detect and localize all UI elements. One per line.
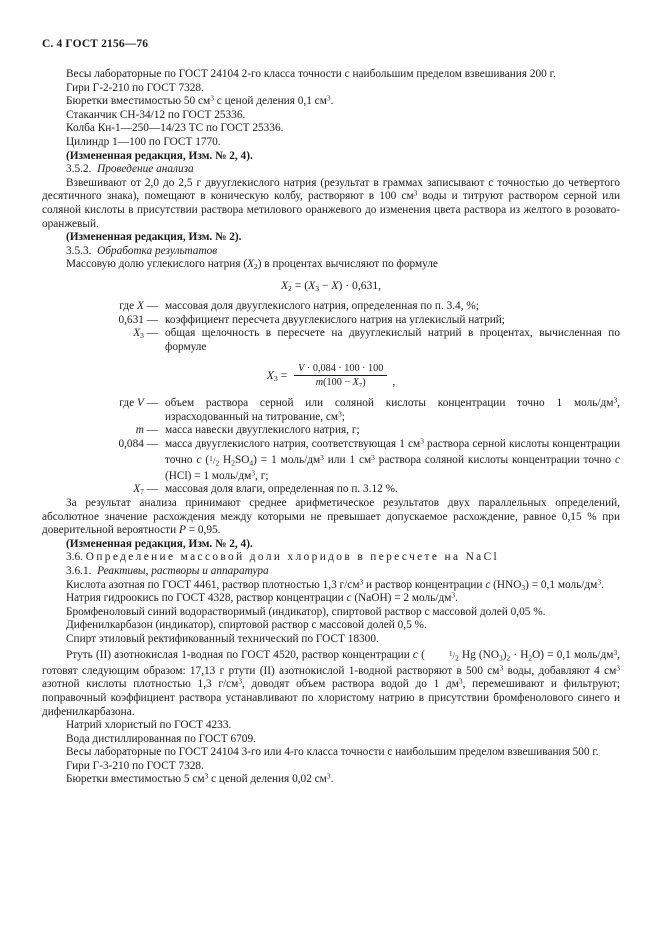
definition-symbol-dash: — [143, 313, 158, 326]
paragraph-burette-1 [42, 95, 620, 109]
mercury-sup-5: 3 [458, 676, 463, 686]
nitric-acid-d: ) = 0,1 моль/дм [525, 578, 598, 591]
formula-x2-minus: − [321, 278, 329, 292]
formula-x3-denominator-c: ) [362, 377, 366, 389]
paragraph-sodium-hydroxide [42, 592, 620, 606]
paragraph-diphenylcarbazone: Дифенилкарбазон (индикатор), спиртовой раствор с массовой долей 0,5 %. [66, 619, 427, 632]
definition-desc-sup: 3 [420, 436, 424, 446]
definition-symbol-dash: — [143, 299, 158, 312]
half-fraction-numerator: 1 [209, 453, 213, 463]
section-3-6-1-title: Реактивы, растворы и аппаратура [97, 564, 269, 577]
section-3-5-3-title: Обработка результатов [97, 244, 218, 257]
nitric-acid-c: (HNO [490, 578, 522, 591]
mercury-a: Ртуть (II) азотнокислая 1-водная по ГОСТ 4520, раствор концентрации [66, 648, 413, 661]
definition-symbol [42, 438, 165, 483]
burette-1-text-c: . [330, 95, 334, 108]
mercury-i: азотной кислоты плотностью 1,3 г/см [42, 678, 239, 691]
definition-symbol-dash: — [143, 397, 158, 410]
mercury-b: ( [417, 648, 425, 661]
definition-symbol-sub: 3 [140, 331, 144, 341]
mercury-sup-3: 3 [616, 663, 620, 673]
mercury-e: · H [510, 648, 529, 661]
paragraph-burette-2 [42, 773, 620, 787]
paragraph-nitric-acid [42, 579, 620, 593]
section-3-6-title: Определение массовой доли хлоридов в пересчете на NaCl [85, 551, 500, 564]
definition-symbol [42, 314, 165, 328]
mercury-h: воды, добавляют 4 см [503, 664, 617, 677]
mercury-var: c [412, 648, 418, 661]
formula-x3-lhs-sub: 3 [273, 374, 278, 384]
paragraph-weights-1: Гири Г-2-210 по ГОСТ 7328. [66, 81, 204, 94]
paragraph-ethyl-alcohol: Спирт этиловый ректификованный технический по ГОСТ 18300. [66, 632, 379, 645]
formula-x3-denominator-b: (100 − [323, 377, 353, 389]
naoh-a: Натрия гидроокись по ГОСТ 4328, раствор концентрации [66, 592, 347, 605]
paragraph-cylinder: Цилиндр 1—100 по ГОСТ 1770. [66, 135, 221, 148]
half-fraction: $^1$/2 [448, 648, 459, 663]
burette-1-text-a: Бюретки вместимостью 50 см [66, 95, 211, 108]
formula-x2-close: ) [338, 278, 343, 292]
unit-sup-3: 3 [251, 468, 256, 478]
paragraph-weights-2: Гири Г-3-210 по ГОСТ 7328. [66, 759, 204, 772]
definition-symbol-dash: — [143, 327, 158, 340]
nitric-acid-sub: 3 [521, 582, 526, 592]
definition-row [42, 424, 620, 438]
naoh-sup: 3 [451, 590, 456, 600]
section-3-6-heading [42, 551, 620, 565]
definition-symbol [42, 483, 165, 497]
paragraph-procedure [42, 177, 620, 231]
definition-description: массовая доля двууглекислого натрия, определенная по п. 3.4, %; [165, 299, 479, 312]
unit-sup-2: 3 [371, 452, 375, 462]
paragraph-amendment-1: (Измененная редакция, Изм. № 2, 4). [66, 149, 253, 162]
definition-symbol [42, 397, 165, 424]
formula-x3-fraction [294, 363, 387, 388]
definition-description: массовая доля влаги, определенная по п. 3.12 %. [165, 483, 398, 496]
mercury-c: Hg (NO [458, 648, 499, 661]
paragraph-sodium-chloride: Натрий хлористый по ГОСТ 4233. [66, 719, 232, 732]
section-3-5-2-title: Проведение анализа [97, 163, 194, 176]
definition-symbol-sub: 7 [140, 487, 144, 497]
definition-desc-a: масса двууглекислого натрия, соответствующая 1 см [165, 438, 421, 451]
formula-x2-coef: 0,631, [352, 278, 382, 292]
formula-x2-v1: X [308, 278, 316, 292]
formula-intro-1-b: ) в процентах вычисляют по формуле [257, 258, 438, 271]
formula-intro-1-a: Массовую долю углекислого натрия ( [66, 258, 248, 271]
formula-x2-v1-sub: 3 [315, 284, 320, 294]
half-fraction-denominator: 2 [455, 653, 459, 663]
burette-2-text-a: Бюретки вместимостью 5 см [66, 773, 205, 786]
concentration-symbol: c [196, 453, 202, 466]
mercury-g: , готовят следующим образом: 17,13 г ртути (II) азотнокислой 1-водной растворяют в 500 см [42, 648, 620, 677]
definition-symbol-var: m [135, 424, 144, 437]
section-3-5-3-heading [42, 245, 620, 259]
definition-symbol-var: X [133, 483, 141, 496]
procedure-text-a: Взвешивают от 2,0 до 2,5 г двууглекислого натрия (результат в граммах записывают с точностью до четвертого десятичного знака), помещают в коническую колбу, растворяют в 100 см [42, 176, 620, 203]
formula-x2-eq: = [294, 278, 302, 292]
section-3-6-1-number: 3.6.1. [66, 564, 92, 577]
definition-desc-sup: 3 [613, 395, 618, 405]
formula-intro-1-sub: 2 [254, 262, 258, 272]
definition-symbol-var: X [136, 299, 144, 312]
section-3-6-number: 3.6. [66, 551, 83, 564]
definition-list-1 [42, 300, 620, 354]
formula-x3-trailing: , [392, 375, 396, 389]
nitric-acid-e: . [601, 578, 604, 591]
h2so4-sub-1: 2 [231, 457, 235, 467]
unit-sup-1: 3 [320, 452, 324, 462]
section-3-5-2-heading [42, 163, 620, 177]
nitric-acid-sup-1: 3 [359, 577, 364, 587]
concentration-symbol-2: c [615, 453, 621, 466]
formula-x3-denominator-a: m [315, 377, 324, 389]
formula-x3-numerator-rest: · 0,084 · 100 · 100 [304, 363, 384, 375]
formula-x2 [42, 279, 620, 292]
definition-symbol-dash: — [143, 424, 158, 437]
definition-description [165, 397, 620, 424]
paragraph-scales-1: Весы лабораторные по ГОСТ 24104 2-го класса точности с наибольшим пределом взвешивания 200 г. [66, 68, 556, 80]
half-fraction-denominator: 2 [215, 458, 220, 468]
mercury-sub-2: 2 [506, 652, 511, 662]
paragraph-scales-2: Весы лабораторные по ГОСТ 24104 3-го или 4-го класса точности с наибольшим пределом взвешивания 500 г. [66, 746, 599, 759]
formula-x2-lhs: X [280, 278, 289, 292]
mercury-sup-2: 3 [499, 663, 504, 673]
paragraph-formula-intro-1 [42, 258, 620, 272]
burette-2-sup-2: 3 [326, 772, 331, 782]
definition-list-2 [42, 397, 620, 497]
definition-row [42, 397, 620, 424]
formula-intro-1-var: X [247, 258, 254, 271]
definition-row [42, 438, 620, 483]
mercury-sup-4: 3 [238, 676, 243, 686]
mercury-sup-1: 3 [613, 647, 618, 657]
burette-2-text-c: . [330, 773, 334, 786]
section-3-5-2-number: 3.5.2. [66, 163, 92, 176]
definition-row [42, 327, 620, 354]
formula-x3-denominator-sub: 7 [358, 382, 363, 390]
definition-symbol-var: 0,084 [118, 438, 144, 451]
nitric-acid-var: c [485, 578, 491, 591]
naoh-var: c [346, 592, 352, 605]
formula-x3-lhs [267, 369, 287, 382]
burette-1-sup-1: 3 [210, 93, 214, 103]
half-fraction: $^1$/2 [209, 453, 220, 468]
formula-x2-open: ( [304, 278, 309, 292]
formula-x3-numerator [294, 363, 387, 376]
paragraph-amendment-3: (Измененная редакция, Изм. № 2, 4). [66, 537, 253, 550]
formula-x2-dot: · [345, 278, 350, 292]
definition-description: коэффициент пересчета двууглекислого натрия на углекислый натрий; [165, 313, 505, 326]
mercury-j: , доводят объем раствора водой до 1 дм [242, 678, 459, 691]
definition-desc-b: , израсходованный на титрование, см [165, 397, 620, 423]
paragraph-bromophenol-blue: Бромфеноловый синий водорастворимый (индикатор), спиртовой раствор с массовой долей 0,05 %. [66, 605, 546, 618]
definition-desc-a: объем раствора серной или соляной кислоты концентрации точно 1 моль/дм [165, 397, 614, 410]
burette-1-sup-2: 3 [326, 93, 331, 103]
procedure-text-b: воды и титруют раствором серной или соляной кислоты в присутствии раствора метилового оранжевого до изменения цвета раствора из желтого в розовато-оранжевый. [42, 190, 620, 230]
h2so4-sub-2: 4 [249, 457, 254, 467]
procedure-sup: 3 [413, 188, 418, 198]
mercury-sub-1: 3 [499, 652, 503, 662]
nitric-acid-a: Кислота азотная по ГОСТ 4461, раствор плотностью 1,3 г/см [66, 578, 360, 591]
definition-desc-c: ; [341, 410, 345, 423]
formula-x3-lhs-var: X [266, 369, 274, 383]
formula-x2-lhs-sub: 2 [288, 284, 292, 294]
definition-description: масса двууглекислого натрия, соответствующая 1 $см^3$ раствора серной кислоты концентрации точно c ($^1$/2 $H_2SO_4) = 1$ моль/$дм^3$ или 1 $см^3$ раствора соляной кислоты концентрации точно c (HCl) = 1 моль/$дм^3$, г; [165, 436, 621, 482]
paragraph-amendment-2: (Измененная редакция, Изм. № 2). [66, 231, 242, 244]
naoh-c: . [455, 592, 458, 605]
burette-2-text-b: с ценой деления 0,02 см [208, 773, 327, 786]
formula-x3-denominator [294, 376, 387, 388]
result-tolerance-var: P [178, 524, 186, 537]
nitric-acid-sup-2: 3 [597, 577, 602, 587]
definition-row [42, 483, 620, 497]
section-3-5-3-number: 3.5.3. [66, 244, 92, 257]
definition-symbol-prefix: где [119, 299, 137, 312]
definition-symbol-var: V [136, 397, 144, 410]
definition-symbol [42, 327, 165, 354]
definition-symbol [42, 424, 165, 438]
mercury-k: , перемешивают и фильтруют; поправочный коэффициент раствора устанавливают по хлористому натрию в присутствии бромфенолового синего и дифенилкарбазона. [42, 678, 620, 718]
section-3-6-1-heading [42, 565, 620, 579]
mercury-d: ) [502, 648, 507, 661]
paragraph-mercury-nitrate [42, 647, 620, 720]
page-header: С. 4 ГОСТ 2156—76 [42, 38, 149, 50]
paragraph-result-tolerance [42, 497, 620, 538]
paragraph-beaker: Стаканчик СН-34/12 по ГОСТ 25336. [66, 108, 246, 121]
definition-symbol-prefix: где [119, 397, 137, 410]
burette-2-sup-1: 3 [204, 772, 209, 782]
half-fraction-numerator: 1 [448, 648, 453, 658]
paragraph-flask: Колба Кн-1—250—14/23 ТС по ГОСТ 25336. [66, 122, 284, 135]
definition-desc-sup2: 3 [338, 409, 342, 419]
naoh-b: (NaOH) = 2 моль/дм [351, 592, 452, 605]
paragraph-distilled-water: Вода дистиллированная по ГОСТ 6709. [66, 732, 256, 745]
formula-x2-v2: X [331, 278, 339, 292]
definition-symbol-dash: — [143, 483, 158, 496]
formula-x3-eq: = [280, 369, 288, 383]
definition-description: масса навески двууглекислого натрия, г; [165, 424, 360, 437]
formula-x3-numerator-var: V [298, 363, 305, 375]
page-content [42, 38, 620, 787]
definition-symbol-var: X [133, 327, 141, 340]
definition-symbol [42, 300, 165, 314]
definition-symbol-dash: — [143, 438, 158, 451]
formula-x3-denominator-var: X [352, 377, 359, 389]
mercury-sub-3: 2 [528, 652, 533, 662]
definition-row [42, 300, 620, 314]
definition-symbol-var: 0,631 [118, 313, 144, 326]
result-tolerance-a: За результат анализа принимают среднее арифметическое результатов двух параллельных определений, абсолютное значение расхождения между которыми не превышает допускаемое расхождение, равное 0,15 % при доверительной вероятности [42, 497, 620, 537]
definition-row [42, 314, 620, 328]
nitric-acid-b: и раствор концентрации [363, 578, 486, 591]
formula-x3 [42, 363, 620, 388]
definition-description: общая щелочность в пересчете на двууглекислый натрий в процентах, вычисленная по формуле [165, 327, 620, 353]
result-tolerance-b: = 0,95. [185, 524, 221, 537]
burette-1-text-b: с ценой деления 0,1 см [213, 95, 327, 108]
mercury-f: O) = 0,1 моль/дм [532, 648, 614, 661]
